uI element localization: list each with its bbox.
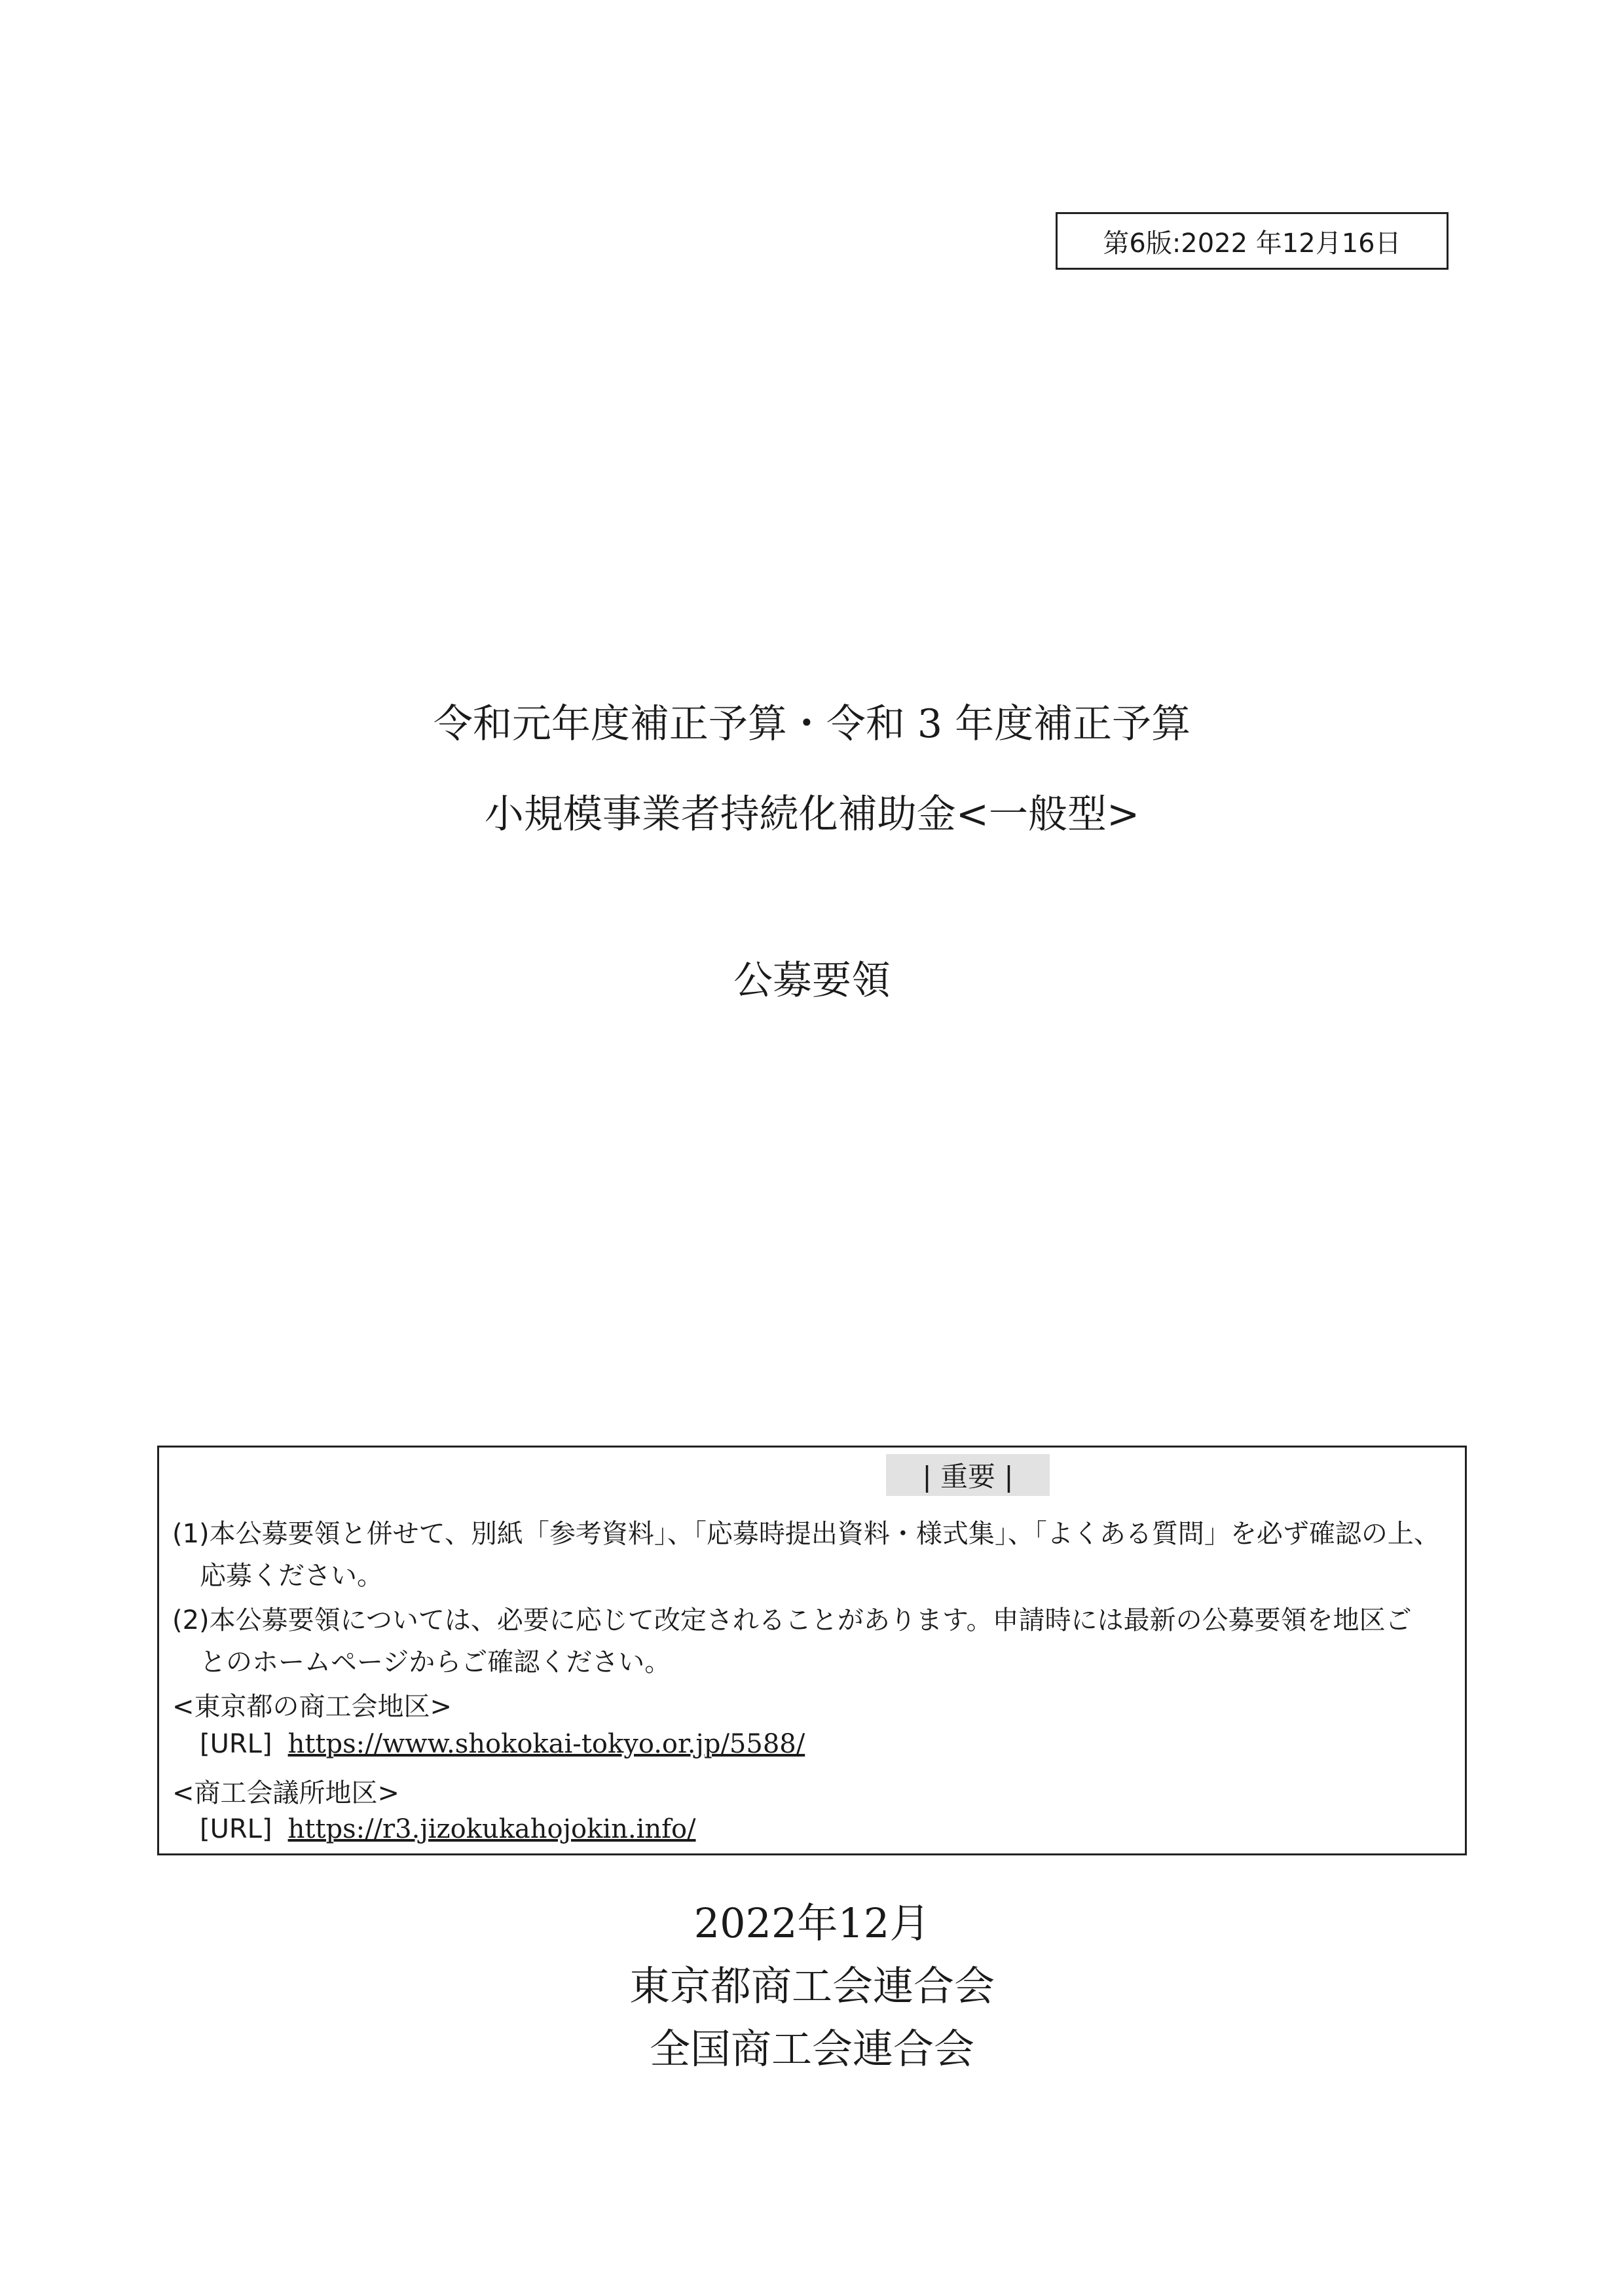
document-title-line-1: 令和元年度補正予算・令和 3 年度補正予算: [433, 701, 1191, 747]
edition-date-box: [1056, 212, 1449, 270]
note-1-line-1: (1)本公募要領と併せて、別紙「参考資料」、「応募時提出資料・様式集」、「よくある質問」を必ず確認の上、: [172, 1519, 1440, 1549]
note-2-line-1: (2)本公募要領については、必要に応じて改定されることがあります。申請時には最新の公募要領を地区ご: [172, 1605, 1412, 1635]
note-1-line-2: 応募ください。: [200, 1561, 383, 1591]
chamber-url-label: [URL]: [200, 1814, 272, 1844]
tokyo-url-label: [URL]: [200, 1729, 272, 1759]
document-title-line-2: 小規模事業者持続化補助金<一般型>: [484, 792, 1140, 837]
important-notice-box: [157, 1446, 1467, 1855]
chamber-district-heading: <商工会議所地区>: [172, 1778, 400, 1808]
document-title-guidelines: 公募要領: [733, 958, 891, 1004]
publication-date: 2022年12月: [693, 1899, 931, 1947]
tokyo-district-heading: <東京都の商工会地区>: [172, 1692, 452, 1722]
note-2-line-2: とのホームページからご確認ください。: [200, 1647, 671, 1677]
publisher-national: 全国商工会連合会: [649, 2025, 974, 2073]
tokyo-url-link[interactable]: https://www.shokokai-tokyo.or.jp/5588/: [287, 1729, 805, 1759]
chamber-url-row: [200, 1814, 696, 1844]
edition-date: 第6版:2022 年12月16日: [1103, 228, 1401, 259]
tokyo-url-row: [200, 1729, 805, 1759]
important-header: | 重要 |: [886, 1454, 1050, 1496]
publisher-tokyo: 東京都商工会連合会: [629, 1962, 995, 2010]
chamber-url-link[interactable]: https://r3.jizokukahojokin.info/: [287, 1814, 696, 1844]
